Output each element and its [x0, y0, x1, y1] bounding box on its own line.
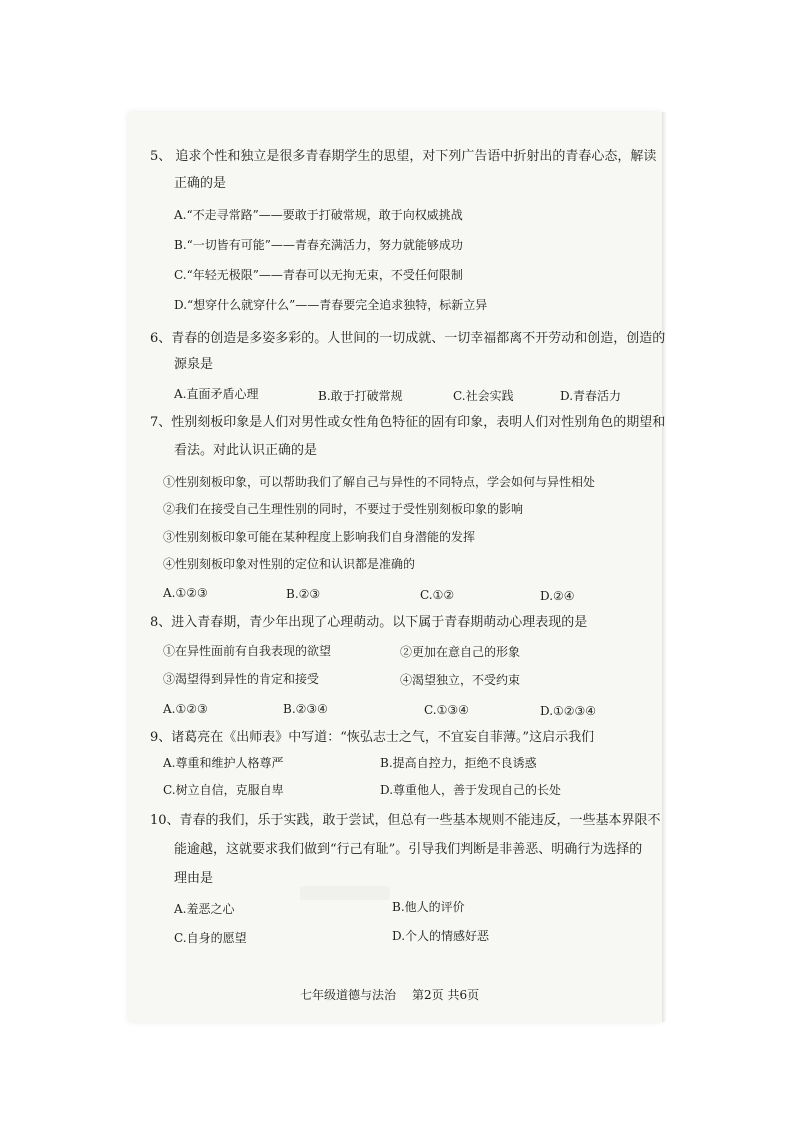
q7-option-c: C.①② [420, 588, 455, 602]
q5-stem-line1: 5、 追求个性和独立是很多青春期学生的思望，对下列广告语中折射出的青春心态，解读 [150, 149, 657, 164]
q6-option-a: A.直面矛盾心理 [174, 387, 259, 401]
q7-statement-2: ②我们在接受自己生理性别的同时，不要过于受性别刻板印象的影响 [163, 502, 524, 516]
q10-stem-line2: 能逾越，这就要求我们做到“行己有耻”。引导我们判断是非善恶、明确行为选择的 [174, 842, 643, 857]
q6-option-c: C.社会实践 [453, 389, 514, 403]
q7-stem-line2: 看法。对此认识正确的是 [174, 443, 318, 458]
footer-page-number: 第2页 共6页 [412, 988, 480, 1002]
q8-option-a: A.①②③ [163, 702, 208, 716]
q10-option-a: A.羞恶之心 [174, 902, 235, 916]
q8-statement-3: ③渴望得到异性的肯定和接受 [163, 672, 320, 686]
q10-option-b: B.他人的评价 [392, 900, 465, 914]
q7-statement-1: ①性别刻板印象，可以帮助我们了解自己与异性的不同特点，学会如何与异性相处 [163, 475, 596, 489]
q10-option-d: D.个人的情感好恶 [392, 929, 490, 943]
q5-option-d: D.“想穿什么就穿什么”——青春要完全追求独特，标新立异 [174, 298, 488, 312]
q9-stem-line1: 9、诸葛亮在《出师表》中写道：“恢弘志士之气，不宜妄自菲薄。”这启示我们 [150, 730, 595, 745]
q9-option-c: C.树立自信，克服自卑 [163, 783, 284, 797]
scan-smudge [300, 886, 390, 900]
q10-stem-line3: 理由是 [174, 871, 214, 886]
q6-option-b: B.敢于打破常规 [318, 389, 403, 403]
q10-stem-line1: 10、青春的我们，乐于实践，敢于尝试，但总有一些基本规则不能违反，一些基本界限不 [150, 813, 661, 828]
q6-stem-line2: 源泉是 [174, 357, 214, 372]
q9-option-d: D.尊重他人，善于发现自己的长处 [380, 783, 562, 797]
q6-stem-line1: 6、青春的创造是多姿多彩的。人世间的一切成就、一切幸福都离不开劳动和创造，创造的 [150, 331, 666, 346]
q7-option-d: D.②④ [540, 589, 575, 603]
q5-stem-line2: 正确的是 [174, 176, 227, 191]
q8-option-c: C.①③④ [424, 703, 469, 717]
q8-statement-1: ①在异性面前有自我表现的欲望 [163, 644, 332, 658]
q7-stem-line1: 7、性别刻板印象是人们对男性或女性角色特征的固有印象，表明人们对性别角色的期望和 [150, 415, 666, 430]
q7-statement-3: ③性别刻板印象可能在某种程度上影响我们自身潜能的发挥 [163, 530, 476, 544]
footer-subject: 七年级道德与法治 [300, 988, 397, 1002]
q5-option-b: B.“一切皆有可能”——青春充满活力，努力就能够成功 [174, 238, 463, 252]
q5-option-a: A.“不走寻常路”——要敢于打破常规，敢于向权威挑战 [174, 208, 463, 222]
q10-option-c: C.自身的愿望 [174, 931, 247, 945]
q8-option-b: B.②③④ [283, 702, 328, 716]
q9-option-b: B.提高自控力，拒绝不良诱惑 [380, 756, 537, 770]
q7-option-b: B.②③ [286, 587, 321, 601]
q7-statement-4: ④性别刻板印象对性别的定位和认识都是准确的 [163, 557, 416, 571]
q8-stem-line1: 8、进入青春期，青少年出现了心理萌动。以下属于青春期萌动心理表现的是 [150, 615, 588, 630]
q6-option-d: D.青春活力 [560, 389, 622, 403]
page-edge [662, 112, 666, 1022]
q5-option-c: C.“年轻无极限”——青春可以无拘无束，不受任何限制 [174, 268, 463, 282]
q8-statement-4: ④渴望独立，不受约束 [400, 673, 521, 687]
q8-statement-2: ②更加在意自己的形象 [400, 645, 521, 659]
q7-option-a: A.①②③ [163, 586, 208, 600]
q9-option-a: A.尊重和维护人格尊严 [163, 756, 284, 770]
q8-option-d: D.①②③④ [540, 704, 597, 718]
